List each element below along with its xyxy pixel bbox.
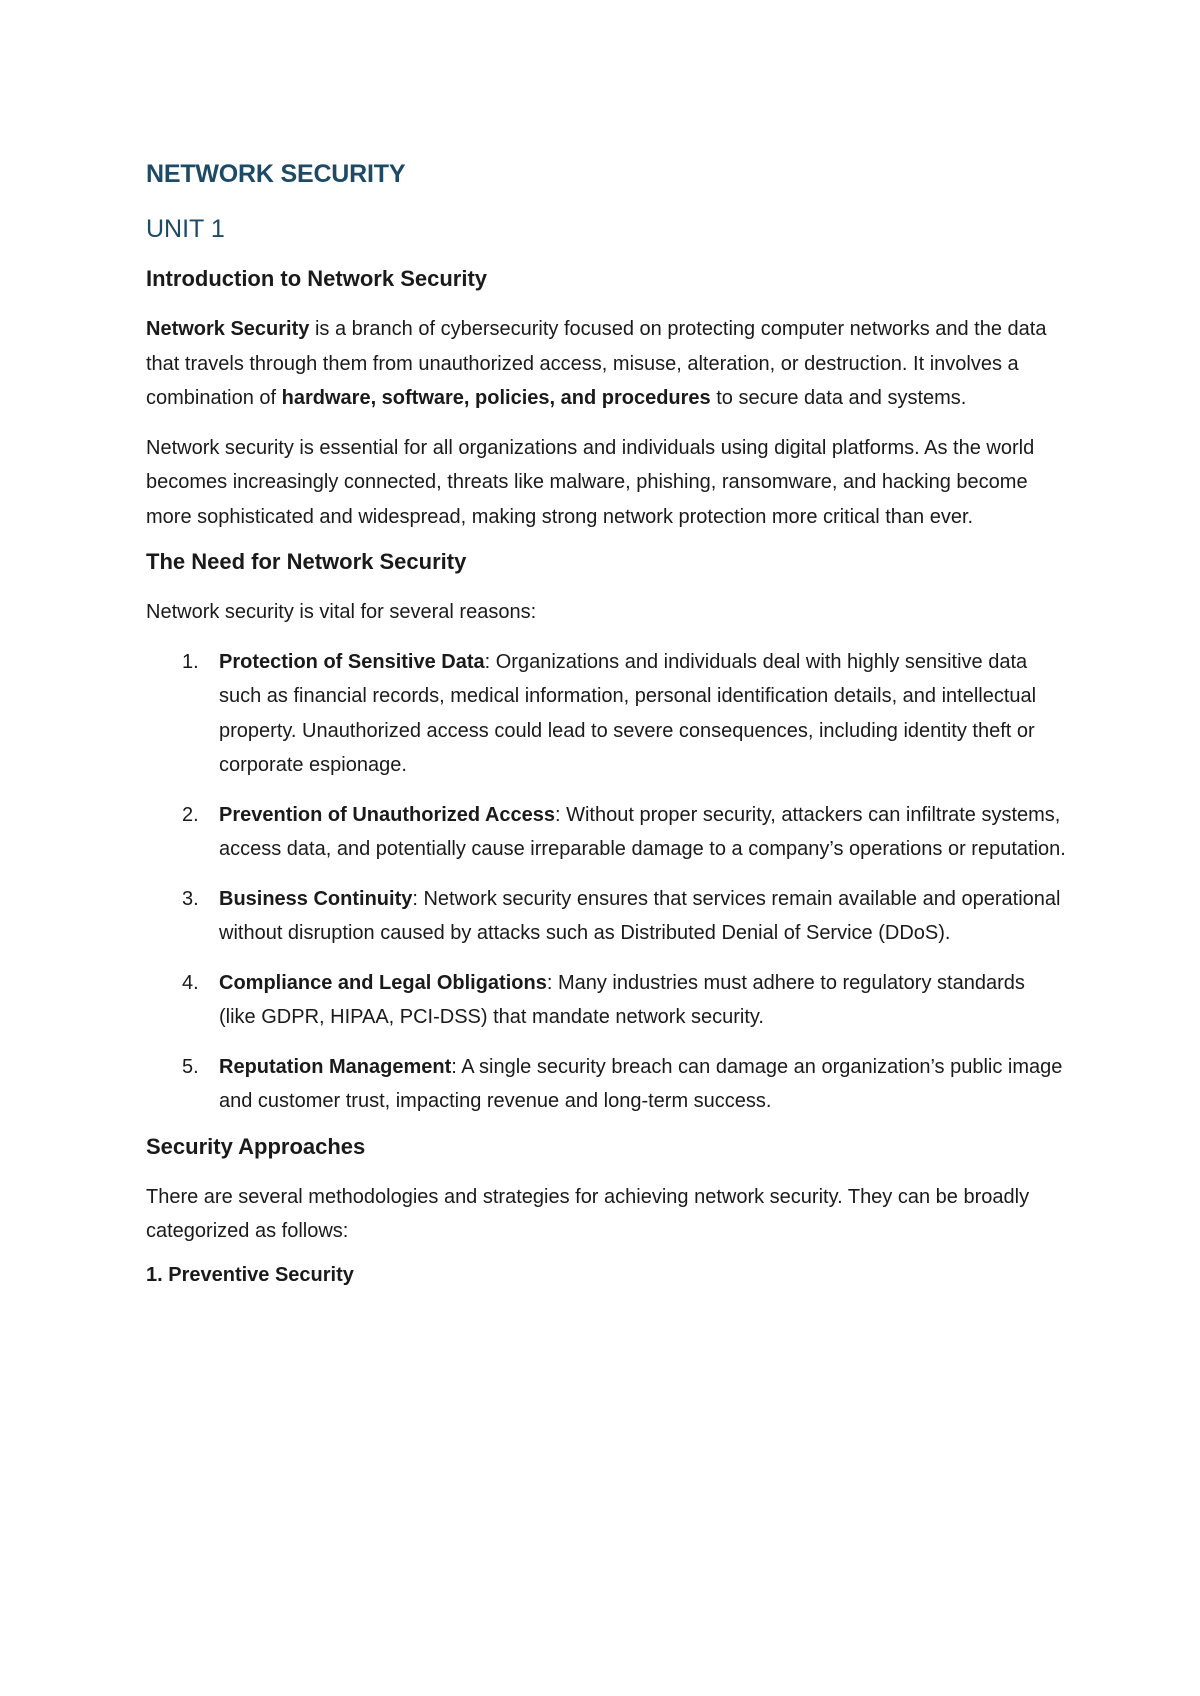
need-reasons-list (146, 645, 1066, 1119)
list-item-title: Reputation Management (219, 1055, 452, 1078)
list-item-title: Compliance and Legal Obligations (219, 971, 547, 994)
list-item-number: 2. (182, 803, 199, 826)
list-item (146, 882, 1066, 951)
unit-heading: UNIT 1 (146, 215, 225, 243)
list-item-text: : Many industries must adhere to regulatory standards (like GDPR, HIPAA, PCI-DSS) that mandate network security. (219, 971, 1025, 1028)
list-item (146, 966, 1066, 1035)
list-item-number: 1. (182, 650, 199, 673)
intro-bold-components: hardware, software, policies, and procedures (281, 387, 711, 409)
list-item-text: : Organizations and individuals deal with highly sensitive data such as financial records, medical information, personal identification details, and intellectual property. Unauthorized access could lead to severe consequences, including identity theft or corporate espionage. (219, 650, 1037, 776)
preventive-security-heading: 1. Preventive Security (146, 1263, 354, 1286)
intro-bold-term: Network Security (146, 318, 310, 340)
document-title: NETWORK SECURITY (146, 160, 406, 188)
list-item-text: : A single security breach can damage an organization’s public image and customer trust, impacting revenue and long-term success. (219, 1055, 1063, 1112)
list-item-number: 3. (182, 887, 199, 910)
list-item (146, 1050, 1066, 1119)
list-item-title: Protection of Sensitive Data (219, 650, 485, 673)
need-lead: Network security is vital for several reasons: (146, 601, 537, 623)
list-item-text: : Network security ensures that services remain available and operational without disruption caused by attacks such as Distributed Denial of Service (DDoS). (219, 887, 1061, 944)
need-heading: The Need for Network Security (146, 549, 467, 574)
list-item (146, 645, 1066, 783)
list-item-text: : Without proper security, attackers can infiltrate systems, access data, and potentially cause irreparable damage to a company’s operations or reputation. (219, 803, 1066, 860)
list-item-title: Business Continuity (219, 887, 413, 910)
intro-text-2: to secure data and systems. (710, 387, 967, 409)
list-item-number: 4. (182, 971, 199, 994)
intro-paragraph-2: Network security is essential for all organizations and individuals using digital platforms. As the world becomes increasingly connected, threats like malware, phishing, ransomware, and hacking become more sophisticated and widespread, making strong network protection more critical than ever. (146, 436, 1035, 528)
intro-heading: Introduction to Network Security (146, 266, 488, 291)
list-item (146, 798, 1066, 867)
document-content (146, 160, 1066, 1305)
list-item-title: Prevention of Unauthorized Access (219, 803, 555, 826)
approaches-heading: Security Approaches (146, 1133, 366, 1159)
intro-paragraph-1 (146, 312, 1066, 416)
intro-text-1: is a branch of cybersecurity focused on protecting computer networks and the data that travels through them from unauthorized access, misuse, alteration, or destruction. It involves a combination of (146, 318, 1047, 409)
approaches-lead: There are several methodologies and strategies for achieving network security. They can be broadly categorized as follows: (146, 1185, 1030, 1242)
list-item-number: 5. (182, 1055, 199, 1078)
